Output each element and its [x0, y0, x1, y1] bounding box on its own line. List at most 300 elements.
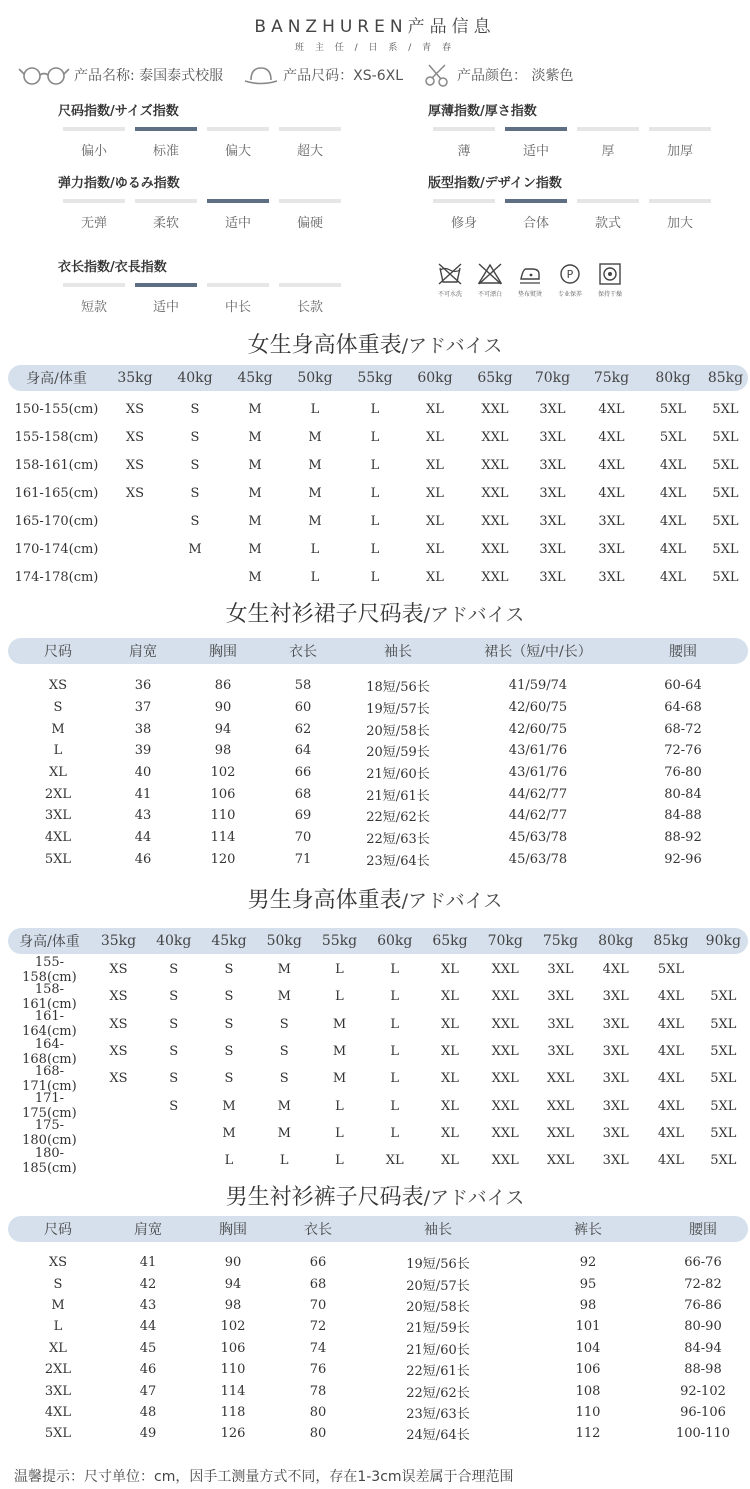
table-cell: 168-171(cm)	[22, 1063, 77, 1094]
table-cell: 69	[294, 808, 312, 824]
table-cell: 4XL	[598, 429, 625, 445]
care-item	[590, 262, 630, 298]
header-cell: 70kg	[487, 933, 523, 949]
table-cell: XS	[48, 1255, 68, 1271]
table-row	[8, 762, 748, 784]
table-cell: 180-185(cm)	[22, 1145, 77, 1176]
table-cell: 4XL	[659, 513, 687, 529]
table-cell: 76-86	[684, 1297, 722, 1313]
header-cell: 腰围	[669, 644, 697, 660]
no-wash-icon	[437, 262, 463, 286]
table-cell: 84-94	[684, 1340, 722, 1356]
table-cell: XL	[441, 1153, 459, 1169]
table-cell: 37	[134, 700, 152, 716]
table-cell: 3XL	[44, 1383, 72, 1399]
table-cell: S	[169, 1071, 179, 1087]
table-cell: S	[224, 1016, 234, 1032]
table-cell: 20短/59长	[366, 745, 430, 761]
scissors-icon	[423, 63, 453, 87]
table-cell: M	[248, 429, 262, 445]
index-option-label: 修身	[450, 216, 477, 231]
table-cell: 70	[309, 1297, 327, 1313]
header-cell: 45kg	[211, 933, 247, 949]
table-cell: L	[310, 569, 320, 585]
table-cell: 20短/58长	[366, 723, 430, 739]
index-bar	[279, 283, 341, 287]
header-cell: 35kg	[100, 933, 137, 949]
index-option-label: 款式	[594, 216, 621, 231]
header-cell: 90kg	[705, 933, 741, 949]
table-cell: 4XL	[602, 962, 629, 978]
table-cell: 110	[210, 808, 236, 824]
header-cell: 75kg	[542, 933, 579, 949]
table-cell: L	[370, 457, 380, 473]
table-cell: XL	[441, 1016, 459, 1032]
index-bar-selected	[505, 127, 567, 131]
table-cell: 86	[214, 678, 232, 694]
svg-text:P: P	[566, 268, 574, 281]
table-cell: 4XL	[659, 569, 687, 585]
table-cell: S	[169, 1016, 179, 1032]
index-option	[274, 199, 346, 231]
table-row	[8, 783, 748, 805]
header-cell: 袖长	[384, 644, 412, 660]
table-header	[8, 928, 748, 954]
index-bar	[279, 199, 341, 203]
table-cell: 4XL	[598, 401, 625, 417]
table-cell: XL	[385, 1153, 404, 1169]
table-cell: 98	[214, 743, 232, 759]
table-cell: 68	[309, 1276, 327, 1292]
table-cell: XL	[441, 1044, 459, 1060]
header-cell: 40kg	[177, 370, 213, 386]
table-cell: L	[370, 569, 380, 585]
table-cell: 42/60/75	[508, 700, 568, 716]
table-cell: XL	[426, 541, 444, 557]
page-header	[0, 12, 750, 53]
index-option-label: 薄	[457, 144, 471, 159]
table-cell: L	[53, 1319, 63, 1335]
table-cell: 104	[575, 1340, 601, 1356]
section-title-jp: /アドバイス	[401, 890, 503, 912]
table-cell: 4XL	[657, 1044, 685, 1060]
table-cell: 21短/61长	[366, 788, 430, 804]
table-cell: 95	[579, 1276, 597, 1292]
table-cell: 23短/63长	[406, 1406, 470, 1422]
table-cell: L	[390, 1016, 400, 1032]
table-row	[8, 535, 748, 563]
product-info-row	[18, 62, 738, 88]
table-cell: XXL	[546, 1153, 575, 1169]
elasticity-index	[58, 172, 346, 231]
table-cell: 5XL	[710, 1016, 737, 1032]
table-cell: L	[370, 485, 380, 501]
table-row	[8, 1423, 748, 1444]
table-cell: M	[277, 962, 291, 978]
index-bar	[135, 199, 197, 203]
index-option	[500, 127, 572, 159]
table-cell: XXL	[481, 541, 509, 557]
men-size-table	[8, 1216, 748, 1445]
index-bar	[63, 283, 125, 287]
section-title-text: 男生衬衫裤子尺码表	[225, 1185, 424, 1210]
table-cell: 43/61/76	[508, 743, 568, 759]
index-option-label: 标准	[152, 144, 179, 159]
index-option	[644, 199, 716, 231]
table-cell: L	[279, 1153, 289, 1169]
length-index	[58, 256, 346, 315]
size-index	[58, 100, 346, 159]
table-cell: 112	[575, 1426, 601, 1442]
table-row	[8, 1316, 748, 1337]
section-title-text: 女生衬衫裙子尺码表	[225, 602, 424, 627]
men-hw-title	[0, 883, 750, 914]
table-cell: 49	[139, 1426, 157, 1442]
table-cell: XL	[426, 457, 444, 473]
table-cell: 3XL	[602, 1044, 629, 1060]
brand-subtitle: 班 主 任 / 日 系 / 青 春	[295, 43, 455, 53]
table-cell: 161-165(cm)	[14, 485, 99, 501]
table-cell: 4XL	[659, 485, 687, 501]
table-cell: L	[390, 962, 400, 978]
header-cell: 衣长	[289, 644, 317, 660]
product-color-text: 产品颜色： 淡紫色	[457, 68, 574, 84]
header-cell: 85kg	[707, 370, 744, 386]
index-option	[428, 127, 500, 159]
table-cell: S	[53, 1276, 63, 1292]
index-bar-selected	[505, 199, 567, 203]
header-cell: 85kg	[653, 933, 689, 949]
index-bar	[279, 127, 341, 131]
table-cell: 3XL	[547, 1016, 574, 1032]
table-row	[8, 1065, 748, 1092]
table-cell: 21短/60长	[366, 767, 430, 783]
table-cell: 19短/57长	[366, 702, 430, 718]
header-cell: 60kg	[417, 370, 453, 386]
table-row	[8, 1147, 748, 1174]
table-header	[8, 365, 748, 391]
table-cell: 23短/64长	[366, 853, 430, 869]
table-cell: M	[277, 989, 291, 1005]
product-name	[18, 64, 223, 86]
table-cell: 3XL	[539, 429, 566, 445]
header-cell: 80kg	[655, 370, 691, 386]
table-cell: XL	[441, 1125, 459, 1141]
table-cell: 22短/62长	[366, 810, 430, 826]
table-cell: 36	[134, 678, 152, 694]
table-cell: 158-161(cm)	[14, 457, 99, 473]
table-cell: 39	[134, 743, 152, 759]
index-option-label: 适中	[522, 144, 549, 159]
length-index-title: 衣长指数/衣長指数	[58, 260, 167, 275]
table-cell: XL	[426, 513, 444, 529]
index-option	[130, 283, 202, 315]
care-label: 垫布熨烫	[517, 291, 542, 298]
table-cell: S	[190, 429, 200, 445]
index-option	[428, 199, 500, 231]
table-cell: 5XL	[710, 1125, 737, 1141]
table-cell: L	[335, 1098, 344, 1114]
table-cell: 100-110	[675, 1426, 731, 1442]
header-cell: 65kg	[432, 933, 468, 949]
table-cell: S	[224, 1044, 234, 1060]
table-cell: 92-102	[680, 1383, 726, 1399]
table-cell: 3XL	[598, 541, 625, 557]
table-row	[8, 1120, 748, 1147]
table-cell: 3XL	[547, 1044, 574, 1060]
header-cell: 裤长	[574, 1222, 602, 1238]
table-cell: 60-64	[664, 678, 702, 694]
table-cell: 20短/57长	[406, 1278, 470, 1294]
table-cell: 66	[309, 1255, 327, 1271]
table-cell: 102	[220, 1319, 246, 1335]
table-cell: 3XL	[602, 1071, 629, 1087]
table-cell: L	[390, 1071, 400, 1087]
tumble-dry-icon	[597, 262, 623, 286]
table-cell: 2XL	[44, 786, 72, 802]
table-cell: 4XL	[657, 1016, 685, 1032]
table-cell: 76-80	[664, 765, 702, 781]
table-cell: 71	[294, 851, 312, 867]
index-option-label: 合体	[522, 216, 549, 231]
table-cell: 2XL	[44, 1362, 72, 1378]
table-cell: L	[53, 743, 63, 759]
elasticity-index-title: 弹力指数/ゆるみ指数	[58, 176, 180, 191]
index-option	[130, 127, 202, 159]
table-cell: 3XL	[539, 541, 566, 557]
table-cell: 126	[220, 1426, 246, 1442]
table-cell: XS	[125, 457, 145, 473]
table-cell: 3XL	[602, 1016, 629, 1032]
table-cell: 106	[575, 1362, 601, 1378]
table-cell: 155-158(cm)	[22, 954, 77, 985]
table-cell: 4XL	[598, 457, 625, 473]
index-option	[58, 199, 130, 231]
table-cell: 90	[224, 1255, 242, 1271]
men-size-title	[0, 1180, 750, 1211]
table-cell: M	[308, 513, 322, 529]
index-option	[58, 283, 130, 315]
table-cell: XXL	[481, 513, 509, 529]
table-row	[8, 718, 748, 740]
table-cell: M	[332, 1016, 347, 1032]
index-option-label: 加大	[666, 216, 693, 231]
table-cell: XS	[109, 1016, 128, 1032]
table-row	[8, 956, 748, 983]
table-cell: 62	[294, 721, 312, 737]
table-cell: 5XL	[712, 429, 739, 445]
header-cell: 肩宽	[134, 1222, 162, 1238]
section-title-jp: /アドバイス	[401, 335, 503, 357]
table-cell: S	[190, 457, 200, 473]
table-cell: 3XL	[602, 1098, 629, 1114]
index-option	[202, 283, 274, 315]
index-bar	[433, 127, 495, 131]
header-cell: 45kg	[237, 370, 273, 386]
table-cell: 80-84	[664, 786, 702, 802]
table-cell: 5XL	[659, 401, 687, 417]
table-cell: XL	[49, 765, 67, 781]
table-cell: XXL	[491, 1071, 519, 1087]
product-color	[423, 63, 573, 87]
table-cell: XL	[426, 569, 444, 585]
product-size-text: 产品尺码：XS-6XL	[283, 68, 403, 84]
table-cell: XS	[125, 485, 145, 501]
table-cell: 118	[220, 1404, 246, 1420]
index-option-label: 短款	[80, 300, 107, 315]
table-cell: XXL	[481, 485, 509, 501]
table-cell: 3XL	[44, 808, 72, 824]
table-cell: 90	[214, 700, 232, 716]
table-cell: L	[370, 513, 380, 529]
table-cell: 43/61/76	[508, 765, 568, 781]
table-cell: 80-90	[684, 1319, 722, 1335]
table-cell: 4XL	[598, 485, 625, 501]
table-cell: XXL	[491, 1098, 519, 1114]
table-cell: M	[308, 457, 322, 473]
table-cell: L	[335, 989, 344, 1005]
table-cell: 22短/63长	[366, 832, 430, 848]
table-cell: 45/63/78	[508, 851, 568, 867]
table-row	[8, 675, 748, 697]
table-cell: M	[222, 1125, 236, 1141]
table-cell: XS	[109, 989, 128, 1005]
index-option-label: 偏小	[80, 144, 107, 159]
table-cell: XS	[109, 1071, 128, 1087]
header-cell: 身高/体重	[26, 371, 87, 387]
table-cell: XXL	[491, 1044, 519, 1060]
header-cell: 尺码	[44, 644, 72, 660]
table-cell: 88-98	[684, 1362, 722, 1378]
header-cell: 80kg	[598, 933, 634, 949]
index-bar-selected	[135, 127, 197, 131]
table-cell: M	[248, 485, 262, 501]
table-cell: 175-180(cm)	[22, 1118, 77, 1149]
table-cell: M	[248, 569, 262, 585]
table-cell: 38	[134, 721, 152, 737]
header-cell: 65kg	[477, 370, 513, 386]
table-cell: 92-96	[664, 851, 702, 867]
table-cell: 3XL	[539, 401, 566, 417]
index-option-label: 偏硬	[296, 216, 323, 231]
index-option-label: 中长	[224, 300, 251, 315]
table-cell: 41/59/74	[508, 678, 568, 694]
table-cell: 165-170(cm)	[14, 513, 99, 529]
table-row	[8, 1252, 748, 1273]
table-cell: 5XL	[710, 1071, 737, 1087]
table-cell: M	[51, 721, 65, 737]
table-cell: 43	[139, 1297, 157, 1313]
table-cell: 44/62/77	[508, 786, 568, 802]
index-options	[428, 127, 716, 159]
table-cell: 66-76	[684, 1255, 722, 1271]
fit-index	[428, 172, 716, 231]
table-cell: 24短/64长	[406, 1428, 470, 1444]
table-cell: 5XL	[712, 513, 739, 529]
glasses-icon	[18, 64, 70, 86]
index-option-label: 加厚	[666, 144, 693, 159]
index-bar	[433, 199, 495, 203]
table-cell: 114	[220, 1383, 246, 1399]
table-cell: L	[390, 1044, 400, 1060]
table-cell: 5XL	[710, 1153, 737, 1169]
table-cell: S	[190, 513, 200, 529]
table-row	[8, 983, 748, 1010]
table-cell: 3XL	[547, 989, 574, 1005]
table-cell: 98	[224, 1297, 242, 1313]
table-cell: 3XL	[602, 989, 629, 1005]
header-cell: 身高/体重	[19, 934, 80, 950]
table-cell: 5XL	[44, 1426, 72, 1442]
table-cell: 21短/60长	[406, 1342, 470, 1358]
table-cell: 170-174(cm)	[14, 541, 99, 557]
table-row	[8, 1338, 748, 1359]
table-cell: M	[248, 541, 262, 557]
table-cell: 174-178(cm)	[14, 569, 99, 585]
table-cell: 3XL	[602, 1153, 629, 1169]
table-cell: XS	[125, 401, 145, 417]
index-bar	[649, 127, 711, 131]
table-cell: 3XL	[539, 569, 566, 585]
table-cell: M	[248, 401, 262, 417]
header-cell: 50kg	[266, 933, 302, 949]
care-item	[470, 262, 510, 298]
table-cell: 68	[294, 786, 312, 802]
table-cell: 3XL	[539, 457, 566, 473]
header-cell: 70kg	[534, 370, 571, 386]
index-bar-selected	[135, 283, 197, 287]
table-cell: L	[335, 1153, 344, 1169]
table-cell: 4XL	[659, 457, 687, 473]
table-cell: XXL	[481, 401, 509, 417]
table-row	[8, 479, 748, 507]
table-cell: 4XL	[657, 1125, 685, 1141]
table-cell: M	[308, 429, 322, 445]
table-cell: 3XL	[547, 962, 574, 978]
table-cell: 66	[294, 765, 312, 781]
table-header	[8, 1216, 748, 1242]
table-cell: L	[310, 401, 320, 417]
table-cell: XL	[441, 1098, 459, 1114]
index-option	[274, 283, 346, 315]
header-cell: 50kg	[297, 370, 333, 386]
table-cell: 106	[220, 1340, 246, 1356]
table-cell: XL	[426, 485, 444, 501]
table-cell: 22短/62长	[406, 1385, 470, 1401]
table-cell: L	[335, 1125, 344, 1141]
size-index-title: 尺码指数/サイズ指数	[58, 104, 179, 119]
table-cell: 4XL	[44, 1404, 72, 1420]
table-cell: 5XL	[659, 429, 687, 445]
index-option	[572, 199, 644, 231]
table-row	[8, 1011, 748, 1038]
table-cell: S	[224, 1071, 234, 1087]
table-cell: XXL	[546, 1071, 575, 1087]
table-cell: 94	[224, 1276, 242, 1292]
table-cell: S	[169, 989, 179, 1005]
table-cell: 5XL	[712, 401, 739, 417]
low-iron-icon	[517, 262, 543, 286]
index-option-label: 长款	[296, 300, 323, 315]
women-hw-table	[8, 365, 748, 591]
table-cell: XL	[441, 1071, 459, 1087]
index-option-label: 柔软	[152, 216, 179, 231]
women-hw-title	[0, 328, 750, 359]
table-cell: 164-168(cm)	[22, 1036, 77, 1067]
index-option-label: 超大	[296, 144, 323, 159]
table-cell: 41	[139, 1255, 157, 1271]
index-bar	[207, 283, 269, 287]
